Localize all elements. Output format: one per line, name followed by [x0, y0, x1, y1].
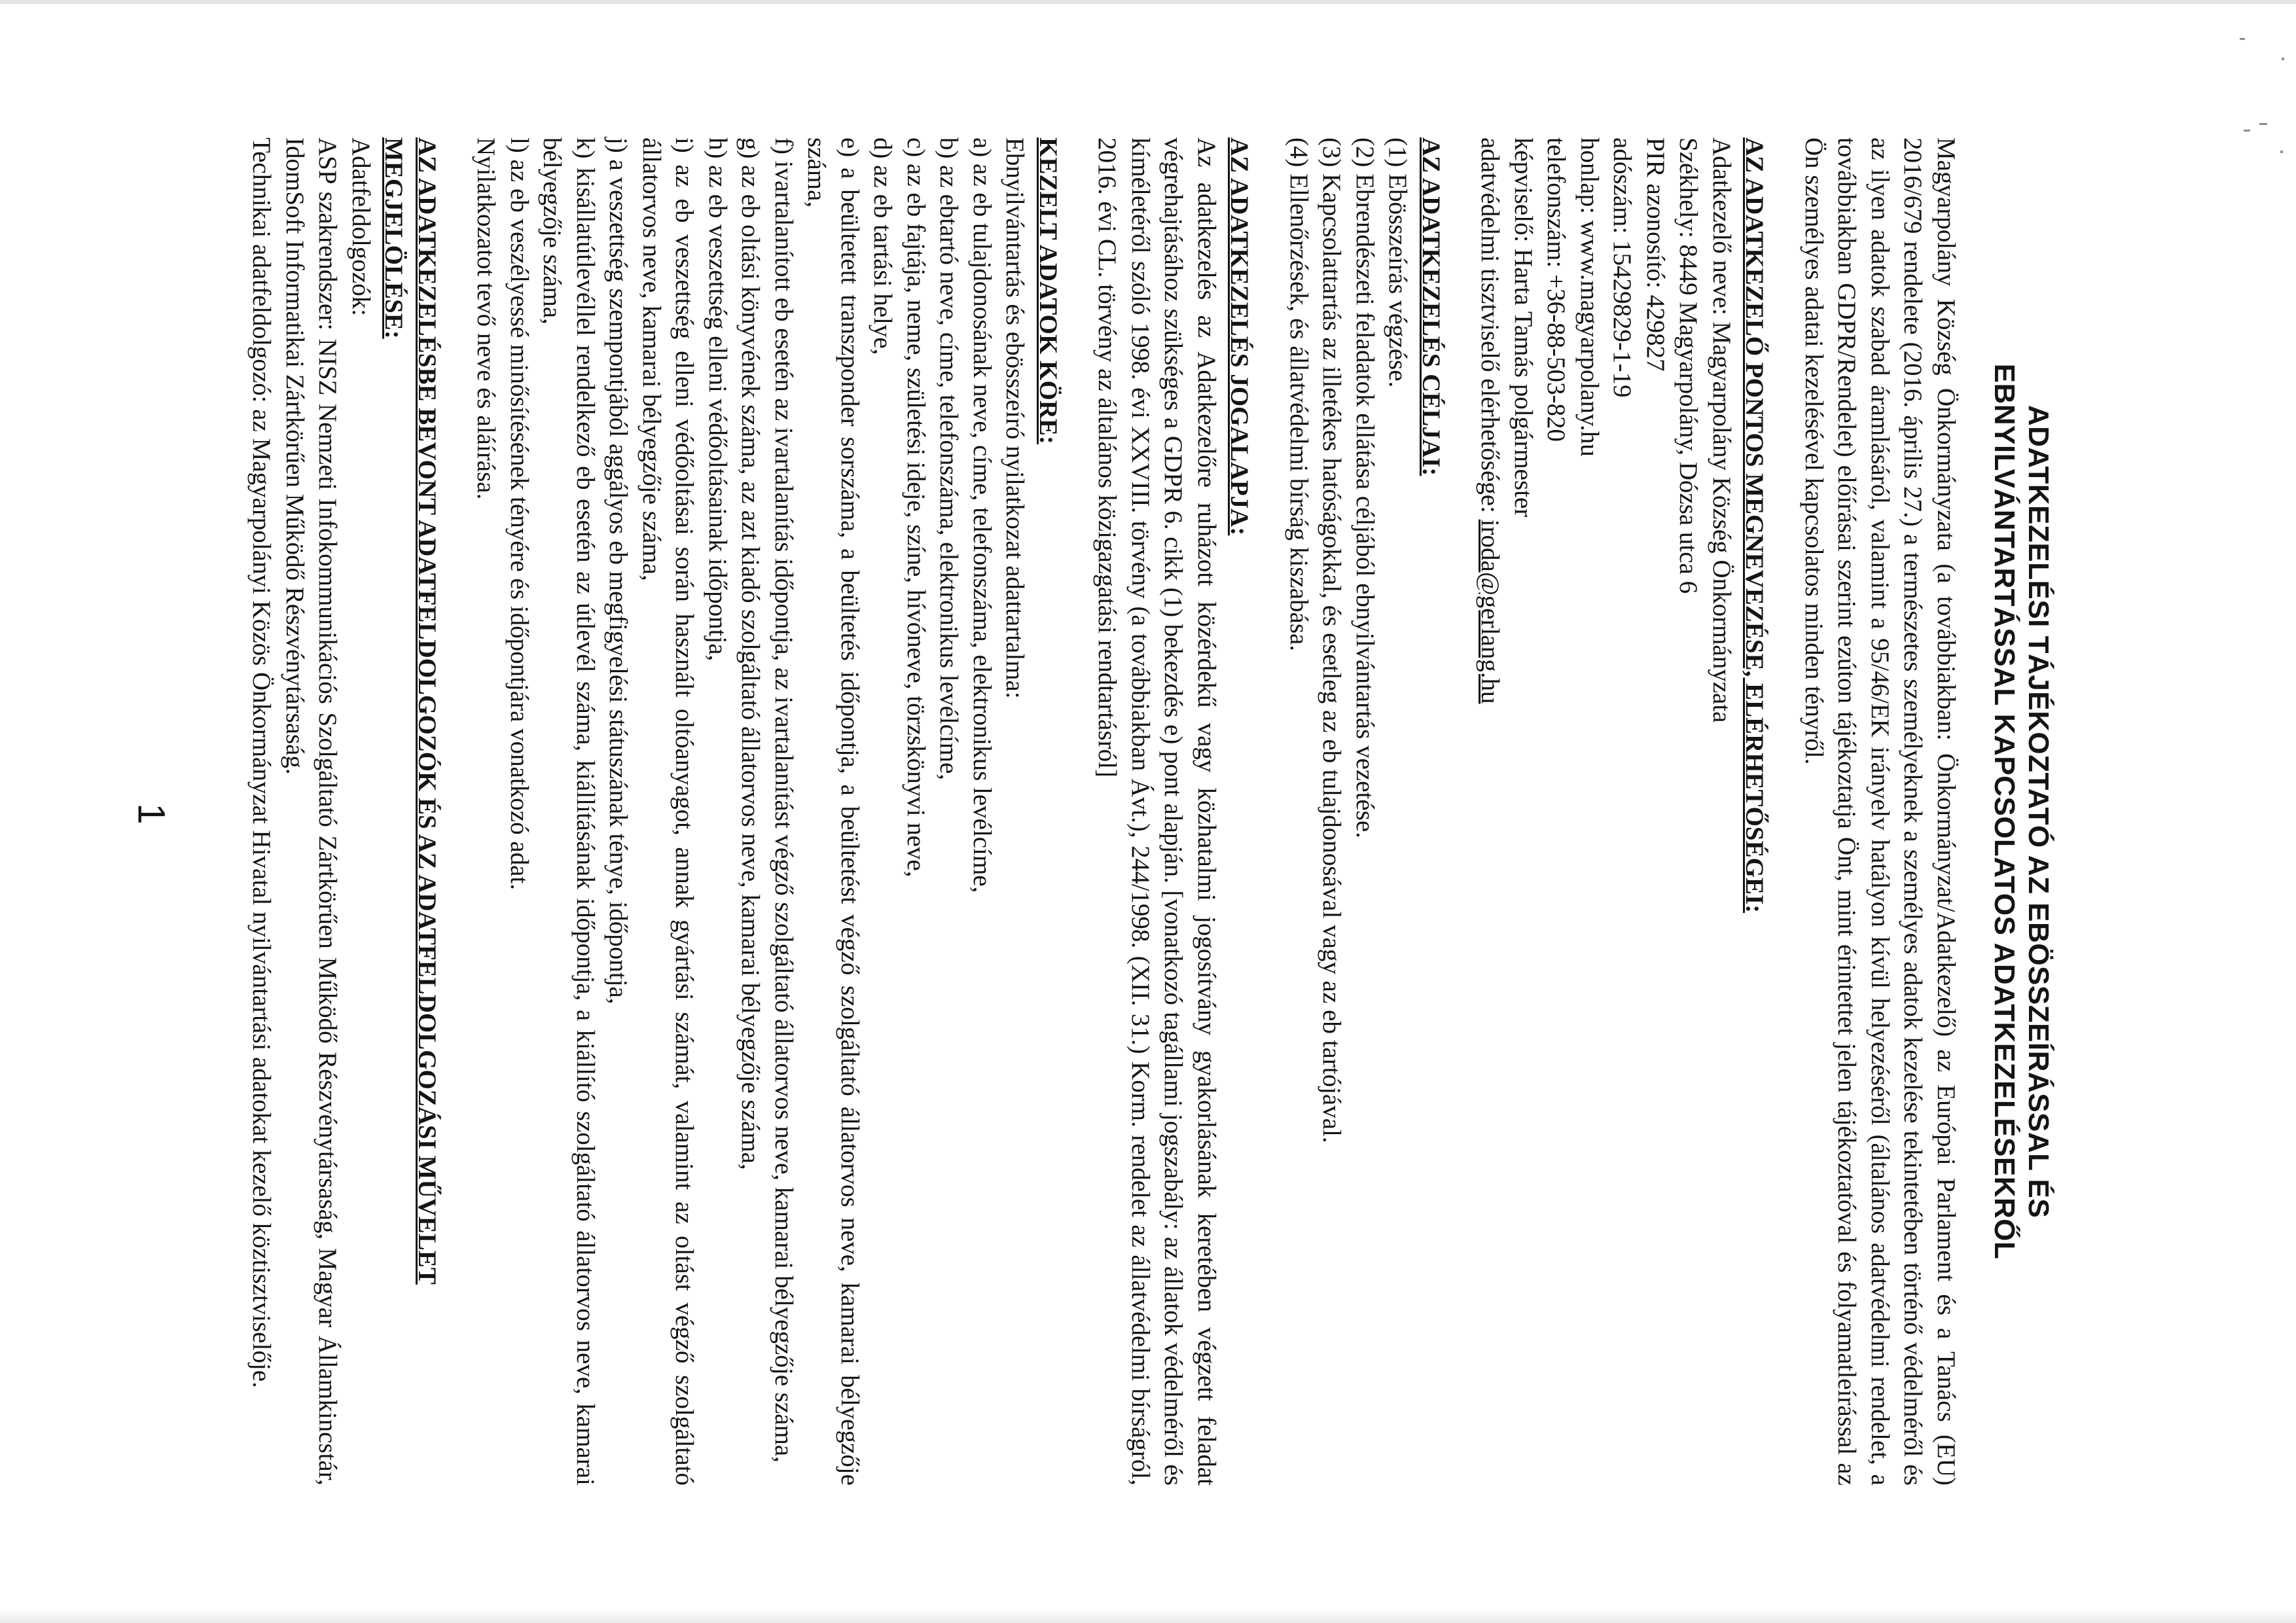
data-scope-item: d) az eb tartási helye,	[869, 137, 897, 355]
data-scope-item: a) az eb tulajdonosának neve, címe, telefonszáma, elektronikus levélcíme,	[968, 137, 996, 893]
data-scope-item: k) kisállatútlevéllel rendelkező eb esetén az útlevél száma, kiállításának időpontja, a kiállító szolgáltató állatorvos neve, kamarai bélyegzője száma,	[538, 137, 600, 1486]
dpo-email-link[interactable]: iroda@gerlang.hu	[1476, 519, 1505, 704]
purpose-item: (2) Ebrendészeti feladatok ellátása céljából ebnyilvántartás vezetése.	[1351, 137, 1379, 838]
controller-line: PIR azonosító: 429827	[1641, 137, 1670, 372]
data-scope-item: j) a veszettség szempontjából aggályos eb megfigyelési státuszának ténye, időpontja,	[604, 137, 633, 1005]
document-body	[245, 137, 2055, 1486]
purposes-heading: AZ ADATKEZELÉS CÉLJAI:	[1417, 137, 1445, 476]
scan-edge-bottom	[0, 1609, 2296, 1623]
scan-speck	[2282, 58, 2284, 60]
document-title	[1987, 137, 2055, 1486]
rotated-page	[223, 137, 2055, 1486]
controller-heading: AZ ADATKEZELŐ PONTOS MEGNEVEZÉSE, ELÉRHETŐSÉGEI:	[1740, 137, 1769, 914]
dpo-label: adatvédelmi tisztviselő elérhetősége:	[1476, 137, 1505, 520]
purpose-item: (1) Ebösszeírás végzése.	[1384, 137, 1412, 388]
title-line-1: ADATKEZELÉSI TÁJÉKOZTATÓ AZ EBÖSSZEÍRÁSSAL ÉS	[2022, 404, 2054, 1219]
processors-section	[245, 137, 443, 1486]
data-scope-item: b) az ebtartó neve, címe, telefonszáma, elektronikus levélcíme,	[935, 137, 963, 781]
data-scope-item: e) a beültetett transzponder sorszáma, a beültetés időpontja, a beültetést végző szolgáltató állatorvos neve, kamarai bélyegzője száma,	[802, 137, 864, 1486]
data-scope-item: g) az eb oltási könyvének száma, az azt kiadó szolgáltató állatorvos neve, kamarai bélyegzője száma,	[736, 137, 765, 1170]
controller-line: Adatkezelő neve: Magyarpolány Község Önkormányzata	[1708, 137, 1736, 723]
controller-line: telefonszám: +36-88-503-820	[1542, 137, 1571, 442]
data-scope-item: c) az eb fajtája, neme, születési ideje, színe, hívóneve, törzskönyvi neve,	[902, 137, 930, 878]
intro-paragraph: Magyarpolány Község Önkormányzata (a továbbiakban: Önkormányzat/Adatkezelő) az Európai Parlament és a Tanács (EU) 2016/679 rendelete (2016. április 27.) a természetes személyeknek a személyes adatok kezelése tekintetében történő védelméről és az ilyen adatok szabad áramlásáról, valamint a 95/46/EK irányelv hatályon kívül helyezéséről (általános adatvédelmi rendelet, a továbbiakban GDPR/Rendelet) előírásai szerint ezúton tájékoztatja Önt, mint érintettet jelen tájékoztatóval és folyamatleírással az Ön személyes adatai kezelésével kapcsolatos minden tényről.	[1800, 137, 1960, 1486]
controller-line: Székhely: 8449 Magyarpolány, Dózsa utca 6	[1674, 137, 1703, 594]
processors-heading	[377, 137, 443, 1486]
data-scope-heading: KEZELT ADATOK KÖRE:	[1034, 137, 1062, 444]
data-scope-section	[469, 137, 1064, 1486]
processors-text: ASP szakrendszer: NISZ Nemzeti Infokommunikációs Szolgáltató Zártkörűen Működő Részvénytársaság, Magyar Államkincstár, IdomSoft Informatikai Zártkörűen Működő Részvénytársaság.	[281, 137, 342, 1486]
controller-section	[1473, 137, 1771, 1486]
processors-heading-line-2: MEGJELÖLÉSE:	[380, 137, 408, 339]
data-scope-item: l) az eb veszélyessé minősítésének tényére és időpontjára vonatkozó adat.	[505, 137, 533, 891]
processors-text: Technikai adatfeldolgozó: az Magyarpolányi Közös Önkormányzat Hivatal nyilvántartási adatokat kezelő köztisztviselője.	[247, 137, 276, 1388]
purpose-item: (4) Ellenőrzések, és állatvédelmi bírság kiszabása.	[1285, 137, 1313, 652]
data-scope-intro: Ebnyilvántartás és ebösszeíró nyilatkozat adattartalma:	[1001, 137, 1030, 699]
page-number: 1	[130, 803, 173, 825]
scan-speck	[2280, 151, 2283, 153]
legal-basis-heading: AZ ADATKEZELÉS JOGALAPJA:	[1225, 137, 1254, 536]
data-scope-item: i) az eb veszettség elleni védőoltásai során használt oltóanyagot, annak gyártási számát, valamint az oltást végző szolgáltató állatorvos neve, kamarai bélyegzője száma,	[637, 137, 699, 1486]
scan-speck	[2240, 38, 2245, 40]
processors-heading-line-1: AZ ADATKEZELÉSBE BEVONT ADATFELDOLGOZÓK ÉS AZ ADATFELDOLGOZÁSI MŰVELET	[413, 137, 441, 1285]
data-scope-item: h) az eb veszettség elleni védőoltásainak időpontja,	[704, 137, 732, 662]
controller-line: adószám: 15429829-1-19	[1608, 137, 1637, 398]
processors-label: Adatfeldolgozók:	[347, 137, 375, 316]
legal-basis-section	[1090, 137, 1256, 1486]
data-scope-item: f) ivartalanított eb esetén az ivartalanítás időpontja, az ivartalanítást végző szolgáltató állatorvos neve, kamarai bélyegzője száma,	[770, 137, 798, 1463]
scan-edge-top	[0, 0, 2296, 4]
purposes-section	[1282, 137, 1448, 1486]
dpo-contact	[1473, 137, 1507, 1486]
data-scope-item: Nyilatkozatot tevő neve és aláírása.	[472, 137, 501, 500]
legal-basis-text: Az adatkezelés az Adatkezelőre ruházott közérdekű vagy közhatalmi jogosítvány gyakorlásának keretében végzett feladat végrehajtásához szükséges a GDPR 6. cikk (1) bekezdés e) pont alapján. [vonatkozó tagállami jogszabály: az állatok védelméről és kíméletéről szóló 1998. évi XXVIII. törvény (a továbbiakban Ávt.), 244/1998. (XII. 31.) Korm. rendelet az állatvédelmi bírságról, 2016. évi CL. törvény az általános közigazgatási rendtartásról]	[1093, 137, 1221, 1486]
scan-speck	[2259, 123, 2267, 125]
purpose-item: (3) Kapcsolattartás az illetékes hatóságokkal, és esetleg az eb tulajdonosával vagy az eb tartójával.	[1318, 137, 1346, 1143]
title-line-2: EBNYILVÁNTARTÁSSAL KAPCSOLATOS ADATKEZELÉSEKRŐL	[1988, 363, 2020, 1260]
scan-speck	[2244, 130, 2250, 132]
controller-line: honlap: www.magyarpolany.hu	[1575, 137, 1604, 457]
controller-line: képviselő: Harta Tamás polgármester	[1509, 137, 1537, 518]
